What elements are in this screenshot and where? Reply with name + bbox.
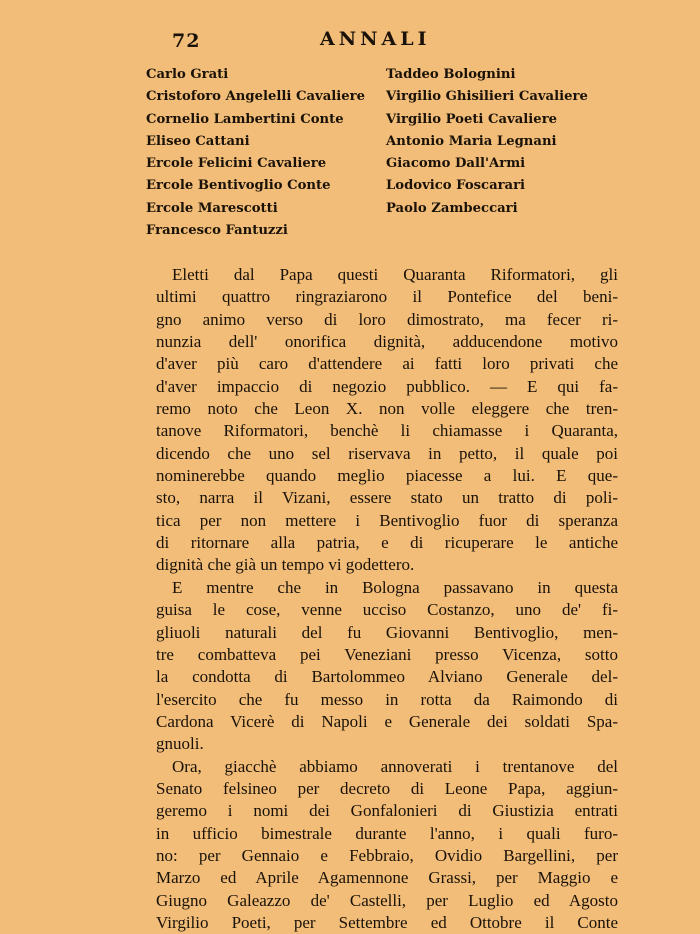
text-line: tre combatteva pei Veneziani presso Vicenza, sotto	[156, 644, 618, 664]
text-line: tanove Riformatori, benchè li chiamasse i Quaranta,	[156, 421, 618, 441]
text-line: nominerebbe quando meglio piacesse a lui. E que-	[156, 466, 618, 486]
text-line: in ufficio bimestrale durante l'anno, i quali furo-	[156, 823, 618, 843]
name-entry: Paolo Zambeccari	[386, 200, 518, 216]
paragraph	[156, 756, 618, 934]
names-list-right	[386, 64, 588, 220]
text-line: Ora, giacchè abbiamo annoverati i trentanove del	[172, 756, 618, 776]
text-line: gnuoli.	[156, 734, 204, 754]
text-line: E mentre che in Bologna passavano in questa	[172, 577, 618, 597]
name-entry: Ercole Felicini Cavaliere	[146, 156, 327, 172]
paragraph	[156, 577, 618, 756]
text-line: Virgilio Poeti, per Settembre ed Ottobre il Conte	[156, 912, 618, 932]
running-header: ANNALI	[320, 28, 431, 50]
name-entry: Eliseo Cattani	[146, 133, 250, 149]
text-line: no: per Gennaio e Febbraio, Ovidio Bargellini, per	[156, 845, 618, 865]
text-line: la condotta di Bartolommeo Alviano Generale del-	[156, 667, 618, 687]
text-line: dicendo che uno sel riservava in petto, il quale poi	[156, 443, 618, 463]
text-line: guisa le cose, venne ucciso Costanzo, uno de' fi-	[156, 600, 618, 620]
text-line: Senato felsineo per decreto di Leone Papa, aggiun-	[156, 778, 618, 798]
text-line: geremo i nomi dei Gonfalonieri di Giustizia entrati	[156, 801, 618, 821]
paragraph	[156, 264, 618, 577]
name-entry: Francesco Fantuzzi	[146, 223, 288, 239]
name-entry: Giacomo Dall'Armi	[386, 156, 526, 172]
body-text	[156, 264, 618, 934]
text-line: ultimi quattro ringraziarono il Pontefice del beni-	[156, 287, 618, 307]
name-entry: Cristoforo Angelelli Cavaliere	[146, 89, 366, 105]
text-line: Cardona Vicerè di Napoli e Generale dei soldati Spa-	[156, 711, 618, 731]
text-line: remo noto che Leon X. non volle eleggere che tren-	[156, 399, 618, 419]
page-number: 72	[172, 30, 201, 52]
name-entry: Taddeo Bolognini	[386, 67, 516, 82]
name-entry: Carlo Grati	[146, 67, 229, 82]
name-entry: Ercole Bentivoglio Conte	[146, 178, 331, 194]
text-line: dignità che già un tempo vi godettero.	[156, 555, 415, 575]
text-line: Marzo ed Aprile Agamennone Grassi, per Maggio e	[156, 868, 618, 888]
name-entry: Virgilio Poeti Cavaliere	[386, 111, 558, 127]
name-entry: Lodovico Foscarari	[386, 178, 526, 194]
text-line: di ritornare alla patria, e di ricuperare le antiche	[156, 533, 618, 553]
name-entry: Cornelio Lambertini Conte	[146, 111, 344, 127]
text-line: l'esercito che fu messo in rotta da Raimondo di	[156, 689, 618, 709]
names-list-left	[146, 64, 365, 242]
text-line: Eletti dal Papa questi Quaranta Riformatori, gli	[172, 265, 618, 284]
text-line: gno animo verso di loro dimostrato, ma fecer ri-	[156, 309, 618, 329]
name-entry: Ercole Marescotti	[146, 200, 278, 216]
name-entry: Virgilio Ghisilieri Cavaliere	[386, 89, 588, 105]
text-line: d'aver più caro d'attendere ai fatti loro privati che	[156, 354, 618, 374]
text-line: Giugno Galeazzo de' Castelli, per Luglio ed Agosto	[156, 890, 618, 910]
text-line: gliuoli naturali del fu Giovanni Bentivoglio, men-	[156, 622, 618, 642]
text-line: nunzia dell' onorifica dignità, adducendone motivo	[156, 332, 618, 352]
text-line: sto, narra il Vizani, essere stato un tratto di poli-	[156, 488, 618, 508]
text-line: d'aver impaccio di negozio pubblico. — E qui fa-	[156, 376, 618, 396]
text-line: tica per non mettere i Bentivoglio fuor di speranza	[156, 510, 618, 530]
name-entry: Antonio Maria Legnani	[386, 133, 557, 149]
